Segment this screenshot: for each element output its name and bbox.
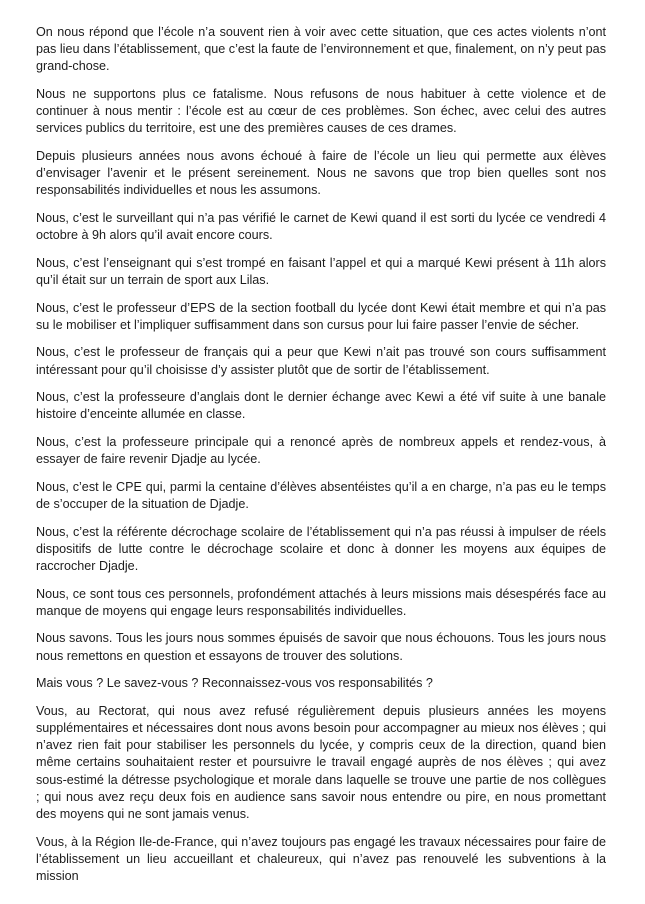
paragraph-2: Nous ne supportons plus ce fatalisme. Nous refusons de nous habituer à cette violence et de continuer à nous mentir : l’école est au cœur de ces problèmes. Son échec, avec celui des autres services publics du territoire, est une des premières causes de ces drames. [36, 87, 606, 136]
paragraph-10: Nous, c’est le CPE qui, parmi la centaine d’élèves absentéistes qu’il a en charge, n’a pas eu le temps de s’occuper de la situation de Djadje. [36, 479, 606, 511]
paragraph-9: Nous, c’est la professeure principale qui a renoncé après de nombreux appels et rendez-vous, à essayer de faire revenir Djadje au lycée. [36, 434, 606, 467]
paragraph-5: Nous, c’est l’enseignant qui s’est trompé en faisant l’appel et qui a marqué Kewi présent à 11h alors qu’il était sur un terrain de sport aux Lilas. [36, 255, 606, 287]
paragraph-7: Nous, c’est le professeur de français qui a peur que Kewi n’ait pas trouvé son cours suffisamment intéressant pour qu’il choisisse d’y assister plutôt que de sortir de l’établissement. [36, 345, 606, 377]
paragraph-11: Nous, c’est la référente décrochage scolaire de l’établissement qui n’a pas réussi à impulser de réels dispositifs de lutte contre le décrochage scolaire et donc à donner les moyens aux équipes de raccrocher Djadje. [36, 524, 606, 573]
document-page [36, 24, 606, 896]
paragraph-13: Nous savons. Tous les jours nous sommes épuisés de savoir que nous échouons. Tous les jours nous nous remettons en question et essayons de trouver des solutions. [36, 631, 606, 663]
paragraph-1: On nous répond que l’école n’a souvent rien à voir avec cette situation, que ces actes violents n’ont pas lieu dans l’établissement, que c’est la faute de l’environnement et que, finalement, on n’y peut pas grand-chose. [36, 25, 606, 74]
paragraph-14: Mais vous ? Le savez-vous ? Reconnaissez-vous vos responsabilités ? [36, 676, 433, 691]
paragraph-3: Depuis plusieurs années nous avons échoué à faire de l’école un lieu qui permette aux élèves d’envisager l’avenir et le présent sereinement. Nous ne savons que trop bien quelles sont nos responsabilités individuelles et nous les assumons. [36, 149, 606, 198]
paragraph-6: Nous, c’est le professeur d’EPS de la section football du lycée dont Kewi était membre et qui n’a pas su le mobiliser et l’impliquer suffisamment dans son cursus pour lui faire passer l’envie de sécher. [36, 300, 606, 332]
paragraph-4: Nous, c’est le surveillant qui n’a pas vérifié le carnet de Kewi quand il est sorti du lycée ce vendredi 4 octobre à 9h alors qu’il avait encore cours. [36, 211, 606, 243]
paragraph-12: Nous, ce sont tous ces personnels, profondément attachés à leurs missions mais désespérés face au manque de moyens qui engage leurs responsabilités individuelles. [36, 586, 606, 618]
paragraph-16: Vous, à la Région Ile-de-France, qui n’avez toujours pas engagé les travaux nécessaires pour faire de l’établissement un lieu accueillant et chaleureux, qui n’avez pas renouvelé les subventions à la mission [36, 834, 606, 883]
paragraph-15: Vous, au Rectorat, qui nous avez refusé régulièrement depuis plusieurs années les moyens supplémentaires et nécessaires dont nous avons besoin pour accompagner au mieux nos élèves ; qui n’avez rien fait pour stabiliser les personnels du lycée, y compris ceux de la direction, quand bien même certains souhaitaient rester et poursuivre le travail engagé auprès de nos élèves ; qui avez sous-estimé la détresse psychologique et morale dans laquelle se trouve une partie de nos collègues ; qui nous avez reçu deux fois en audience sans savoir nous entendre ou pire, en nous promettant des moyens qui ne sont jamais venus. [36, 703, 606, 821]
paragraph-8: Nous, c’est la professeure d’anglais dont le dernier échange avec Kewi a été vif suite à une banale histoire d’enceinte allumée en classe. [36, 390, 606, 422]
